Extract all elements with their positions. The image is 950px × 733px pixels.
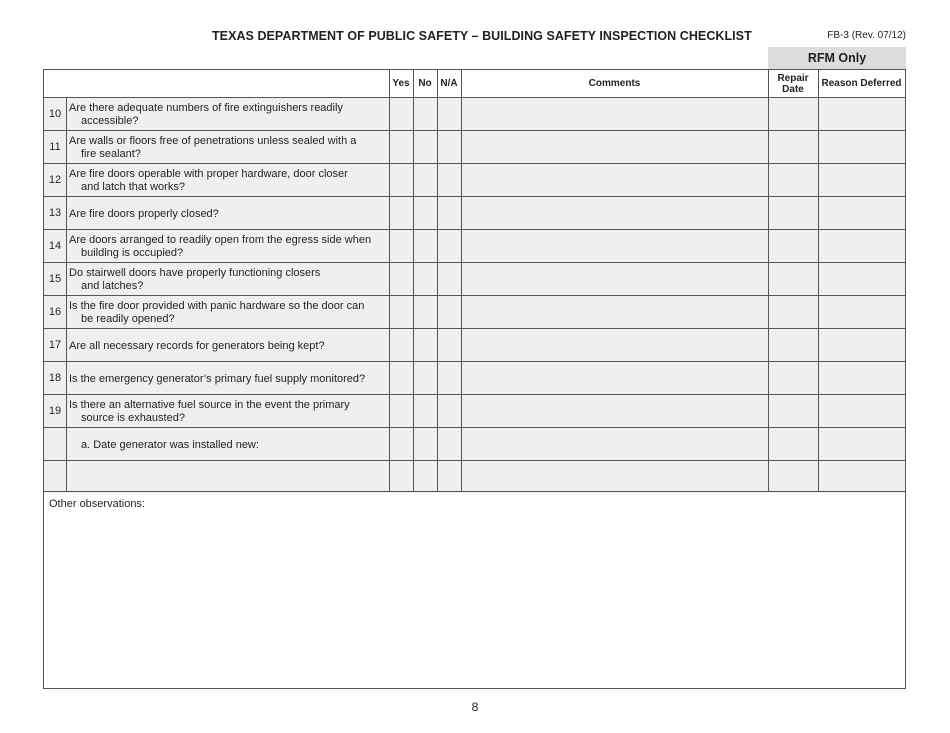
na-checkbox[interactable]: [437, 395, 461, 427]
repair-date-field[interactable]: [768, 461, 818, 493]
yes-checkbox[interactable]: [389, 461, 413, 493]
reason-deferred-field[interactable]: [818, 296, 905, 328]
na-checkbox[interactable]: [437, 263, 461, 295]
question-line: Are walls or floors free of penetrations unless sealed with a: [69, 135, 357, 147]
comments-field[interactable]: [461, 395, 768, 427]
table-divider: [44, 491, 905, 492]
table-row: [44, 130, 905, 163]
reason-deferred-field[interactable]: [818, 263, 905, 295]
grid-line: [66, 97, 67, 491]
question-text: [66, 230, 389, 262]
comments-field[interactable]: [461, 296, 768, 328]
grid-line: [437, 70, 438, 491]
no-checkbox[interactable]: [413, 428, 437, 460]
question-text: [66, 131, 389, 163]
yes-checkbox[interactable]: [389, 230, 413, 262]
comments-field[interactable]: [461, 362, 768, 394]
yes-checkbox[interactable]: [389, 197, 413, 229]
row-number: 11: [44, 131, 66, 163]
row-number: 19: [44, 395, 66, 427]
no-checkbox[interactable]: [413, 230, 437, 262]
no-checkbox[interactable]: [413, 461, 437, 493]
question-line: Is the fire door provided with panic hardware so the door can: [69, 300, 365, 312]
no-checkbox[interactable]: [413, 98, 437, 130]
na-checkbox[interactable]: [437, 98, 461, 130]
row-number: 10: [44, 98, 66, 130]
reason-deferred-field[interactable]: [818, 395, 905, 427]
repair-date-field[interactable]: [768, 164, 818, 196]
question-text: [66, 362, 389, 394]
na-checkbox[interactable]: [437, 296, 461, 328]
question-line-continued: source is exhausted?: [81, 412, 185, 424]
no-checkbox[interactable]: [413, 263, 437, 295]
repair-date-field[interactable]: [768, 230, 818, 262]
table-row: [44, 229, 905, 262]
reason-deferred-field[interactable]: [818, 197, 905, 229]
column-header-no: No: [418, 78, 432, 89]
comments-field[interactable]: [461, 428, 768, 460]
no-checkbox[interactable]: [413, 395, 437, 427]
comments-field[interactable]: [461, 329, 768, 361]
repair-date-field[interactable]: [768, 428, 818, 460]
question-line-continued: and latch that works?: [81, 181, 185, 193]
row-number: 16: [44, 296, 66, 328]
question-line-continued: and latches?: [81, 280, 144, 292]
page-number: 8: [471, 700, 479, 714]
question-text: [66, 197, 389, 229]
question-text: [66, 164, 389, 196]
reason-deferred-field[interactable]: [818, 428, 905, 460]
row-number: 12: [44, 164, 66, 196]
table-row: [44, 460, 905, 493]
yes-checkbox[interactable]: [389, 428, 413, 460]
na-checkbox[interactable]: [437, 197, 461, 229]
na-checkbox[interactable]: [437, 131, 461, 163]
inspection-checklist-table: [43, 69, 906, 689]
question-line: Are there adequate numbers of fire extinguishers readily: [69, 102, 343, 114]
reason-deferred-field[interactable]: [818, 461, 905, 493]
row-number: 13: [44, 197, 66, 229]
comments-field[interactable]: [461, 230, 768, 262]
question-line: Are fire doors properly closed?: [69, 207, 219, 220]
question-line: Are doors arranged to readily open from the egress side when: [69, 234, 372, 246]
repair-date-field[interactable]: [768, 263, 818, 295]
na-checkbox[interactable]: [437, 329, 461, 361]
comments-field[interactable]: [461, 98, 768, 130]
table-row: [44, 97, 905, 130]
question-line: Is the emergency generator’s primary fuel supply monitored?: [69, 372, 366, 385]
column-header-yes: Yes: [392, 78, 410, 89]
no-checkbox[interactable]: [413, 296, 437, 328]
yes-checkbox[interactable]: [389, 296, 413, 328]
reason-deferred-field[interactable]: [818, 98, 905, 130]
question-text: [66, 329, 389, 361]
repair-date-field[interactable]: [768, 98, 818, 130]
question-text: [66, 296, 389, 328]
reason-deferred-field[interactable]: [818, 362, 905, 394]
repair-date-field[interactable]: [768, 362, 818, 394]
table-row: [44, 361, 905, 394]
comments-field[interactable]: [461, 164, 768, 196]
yes-checkbox[interactable]: [389, 164, 413, 196]
yes-checkbox[interactable]: [389, 362, 413, 394]
question-text: [66, 428, 389, 460]
form-number: FB-3 (Rev. 07/12): [827, 30, 906, 41]
row-number: 17: [44, 329, 66, 361]
question-line-continued: accessible?: [81, 115, 139, 127]
table-row: [44, 427, 905, 460]
yes-checkbox[interactable]: [389, 131, 413, 163]
reason-deferred-field[interactable]: [818, 131, 905, 163]
no-checkbox[interactable]: [413, 131, 437, 163]
rfm-only-header: RFM Only: [768, 47, 906, 69]
grid-line: [389, 70, 390, 491]
comments-field[interactable]: [461, 263, 768, 295]
comments-field[interactable]: [461, 131, 768, 163]
grid-line: [461, 70, 462, 491]
no-checkbox[interactable]: [413, 329, 437, 361]
grid-line: [768, 70, 769, 491]
na-checkbox[interactable]: [437, 362, 461, 394]
question-line-continued: a. Date generator was installed new:: [81, 438, 259, 451]
table-row: [44, 328, 905, 361]
na-checkbox[interactable]: [437, 461, 461, 493]
table-row: [44, 262, 905, 295]
table-row: [44, 196, 905, 229]
reason-deferred-field[interactable]: [818, 329, 905, 361]
row-number: 15: [44, 263, 66, 295]
question-line: Do stairwell doors have properly functioning closers: [69, 267, 321, 279]
yes-checkbox[interactable]: [389, 98, 413, 130]
table-row: [44, 295, 905, 328]
row-number: [44, 461, 66, 493]
question-line: Are all necessary records for generators being kept?: [69, 339, 325, 352]
row-number: 18: [44, 362, 66, 394]
form-title: TEXAS DEPARTMENT OF PUBLIC SAFETY – BUILDING SAFETY INSPECTION CHECKLIST: [212, 29, 752, 43]
other-observations-label: Other observations:: [49, 498, 145, 510]
repair-date-field[interactable]: [768, 131, 818, 163]
question-line-continued: building is occupied?: [81, 247, 184, 259]
no-checkbox[interactable]: [413, 164, 437, 196]
column-header-reason-deferred: Reason Deferred: [821, 78, 902, 89]
grid-line: [818, 70, 819, 491]
comments-field[interactable]: [461, 197, 768, 229]
na-checkbox[interactable]: [437, 428, 461, 460]
question-text: [66, 263, 389, 295]
question-text: [66, 395, 389, 427]
yes-checkbox[interactable]: [389, 329, 413, 361]
column-header-na: N/A: [440, 78, 458, 89]
na-checkbox[interactable]: [437, 164, 461, 196]
repair-date-field[interactable]: [768, 296, 818, 328]
yes-checkbox[interactable]: [389, 395, 413, 427]
column-header-repair-date: Repair Date: [777, 72, 809, 95]
row-number: 14: [44, 230, 66, 262]
no-checkbox[interactable]: [413, 197, 437, 229]
question-line: Is there an alternative fuel source in the event the primary: [69, 399, 350, 411]
question-text: [66, 98, 389, 130]
reason-deferred-field[interactable]: [818, 230, 905, 262]
no-checkbox[interactable]: [413, 362, 437, 394]
repair-date-field[interactable]: [768, 395, 818, 427]
repair-date-field[interactable]: [768, 197, 818, 229]
grid-line: [413, 70, 414, 491]
row-number: [44, 428, 66, 460]
repair-date-field[interactable]: [768, 329, 818, 361]
table-row: [44, 163, 905, 196]
question-line: Are fire doors operable with proper hardware, door closer: [69, 168, 348, 180]
reason-deferred-field[interactable]: [818, 164, 905, 196]
comments-field[interactable]: [461, 461, 768, 493]
question-line-continued: be readily opened?: [81, 313, 175, 325]
question-text: [66, 461, 389, 493]
column-header-comments: Comments: [588, 78, 641, 89]
yes-checkbox[interactable]: [389, 263, 413, 295]
question-line-continued: fire sealant?: [81, 148, 141, 160]
na-checkbox[interactable]: [437, 230, 461, 262]
table-row: [44, 394, 905, 427]
